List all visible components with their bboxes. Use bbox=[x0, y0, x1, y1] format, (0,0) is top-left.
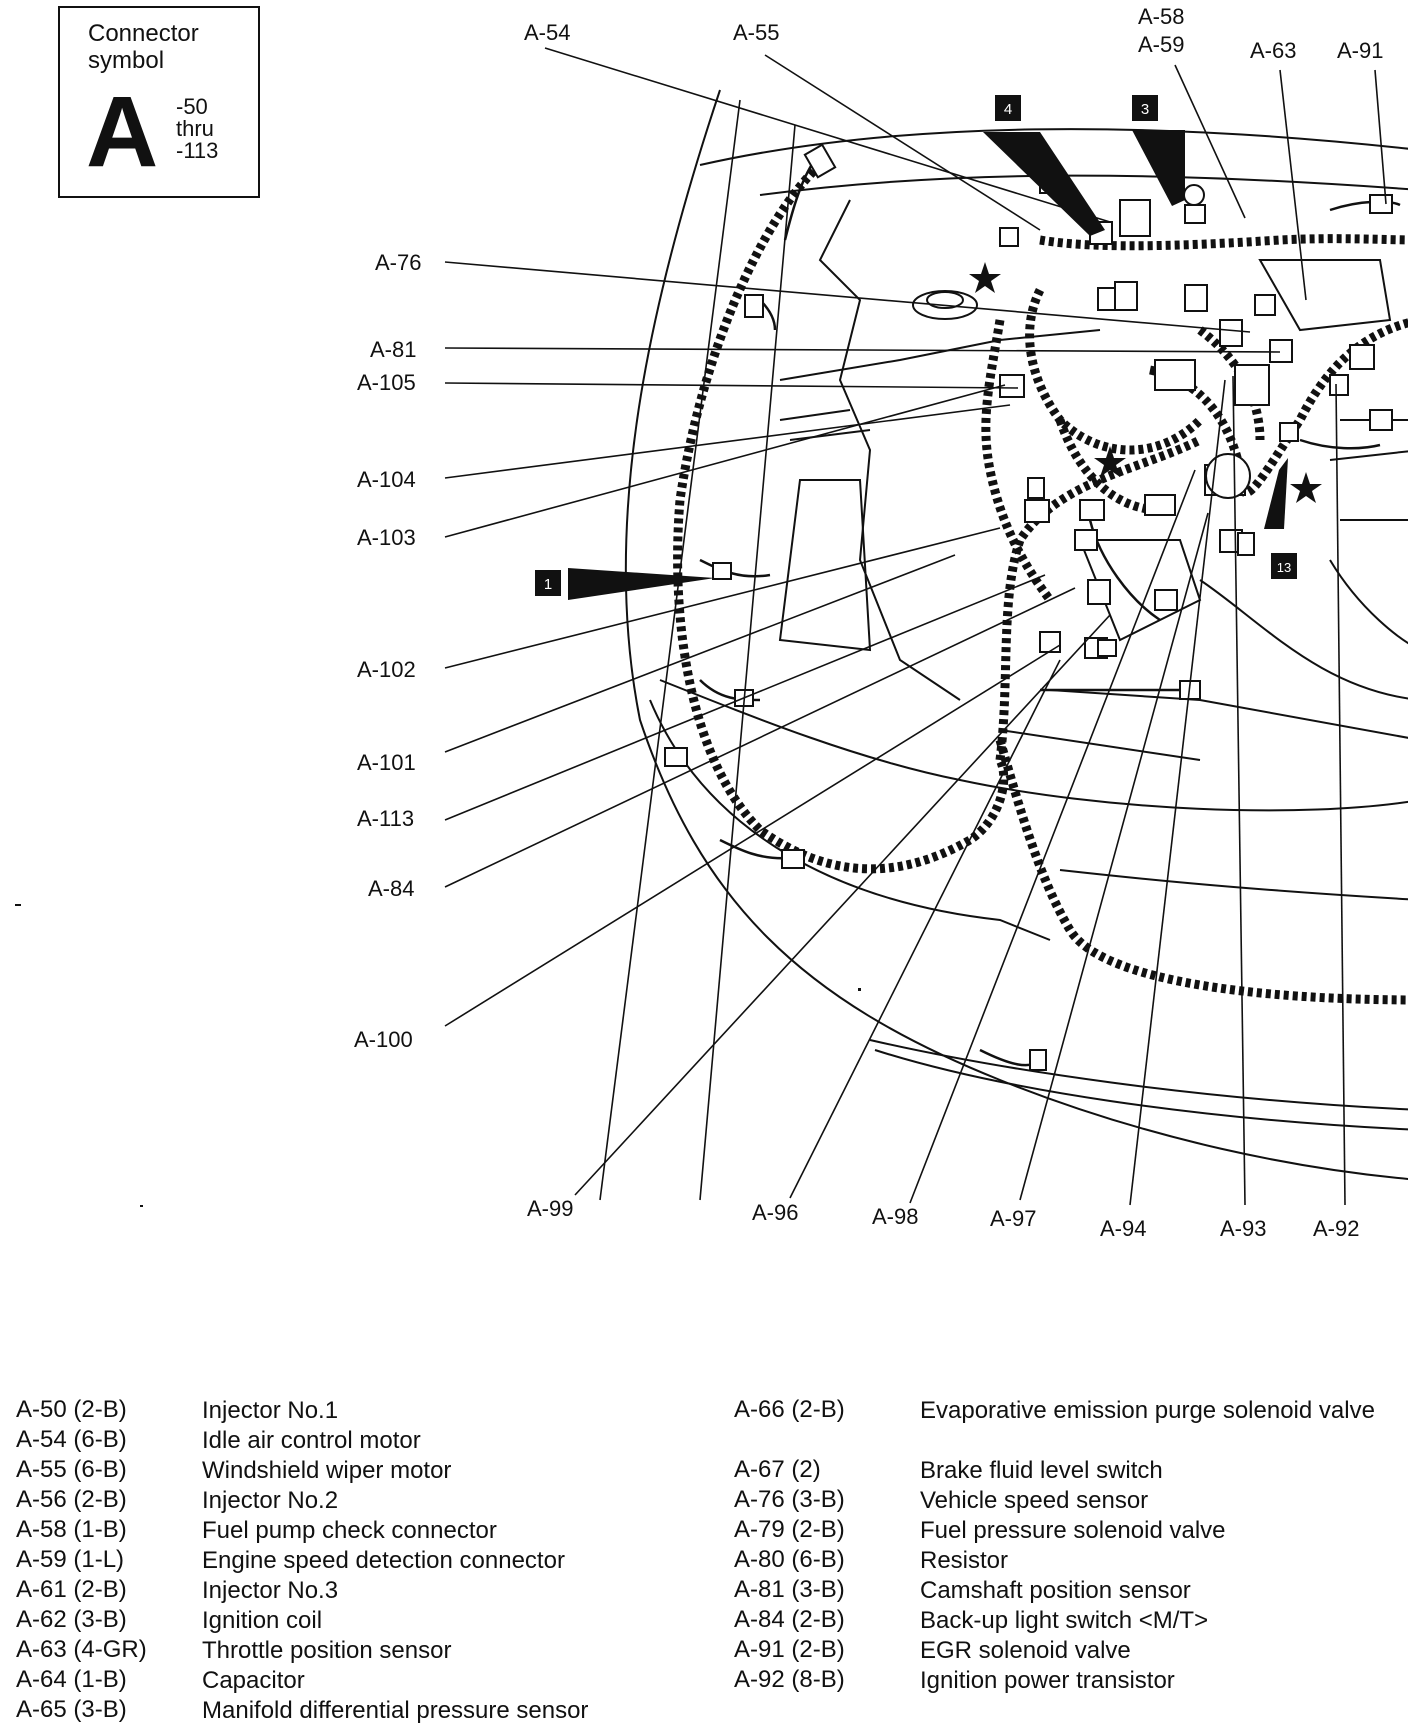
callout-a98: A-98 bbox=[872, 1204, 919, 1229]
part-code: A-63 (4-GR) bbox=[16, 1636, 147, 1663]
scan-specks bbox=[15, 904, 861, 1207]
parts-list-left bbox=[16, 1396, 656, 1726]
callout-a101: A-101 bbox=[357, 750, 416, 775]
part-description: Fuel pump check connector bbox=[202, 1517, 497, 1544]
part-code: A-92 (8-B) bbox=[734, 1666, 845, 1693]
parts-list-row bbox=[734, 1546, 1404, 1576]
part-description: Windshield wiper motor bbox=[202, 1457, 452, 1484]
callout-a102: A-102 bbox=[357, 657, 416, 682]
callout-a59: A-59 bbox=[1138, 32, 1185, 57]
part-description: Fuel pressure solenoid valve bbox=[920, 1517, 1226, 1544]
parts-list-row bbox=[16, 1486, 656, 1516]
callout-a58: A-58 bbox=[1138, 4, 1185, 29]
part-code: A-81 (3-B) bbox=[734, 1576, 845, 1603]
part-description: Engine speed detection connector bbox=[202, 1547, 565, 1574]
part-code: A-56 (2-B) bbox=[16, 1486, 127, 1513]
callout-a91: A-91 bbox=[1337, 38, 1384, 63]
callout-a63: A-63 bbox=[1250, 38, 1297, 63]
part-description: Capacitor bbox=[202, 1667, 305, 1694]
part-code: A-64 (1-B) bbox=[16, 1666, 127, 1693]
part-code: A-76 (3-B) bbox=[734, 1486, 845, 1513]
part-description: Vehicle speed sensor bbox=[920, 1487, 1149, 1514]
callout-a96: A-96 bbox=[752, 1200, 799, 1225]
legend-range-thru: thru bbox=[176, 116, 214, 141]
callout-a54: A-54 bbox=[524, 20, 571, 45]
part-code: A-79 (2-B) bbox=[734, 1516, 845, 1543]
parts-list-row bbox=[16, 1636, 656, 1666]
part-code: A-61 (2-B) bbox=[16, 1576, 127, 1603]
callout-a113: A-113 bbox=[357, 806, 415, 831]
legend-title-line1: Connector bbox=[88, 20, 199, 47]
part-code: A-84 (2-B) bbox=[734, 1606, 845, 1633]
parts-list-row bbox=[734, 1456, 1404, 1486]
part-description: Injector No.2 bbox=[202, 1487, 339, 1514]
callout-a100: A-100 bbox=[354, 1027, 413, 1052]
callout-a93: A-93 bbox=[1220, 1216, 1267, 1240]
parts-list-row bbox=[734, 1576, 1404, 1606]
parts-list-row bbox=[16, 1576, 656, 1606]
parts-list-row bbox=[734, 1486, 1404, 1516]
callout-a55: A-55 bbox=[733, 20, 780, 45]
legend-range-start: -50 bbox=[176, 94, 208, 119]
parts-list-row bbox=[734, 1396, 1404, 1456]
part-code: A-58 (1-B) bbox=[16, 1516, 127, 1543]
part-description: Evaporative emission purge solenoid valve bbox=[920, 1397, 1375, 1424]
parts-list-row bbox=[16, 1426, 656, 1456]
legend-range-end: -113 bbox=[176, 138, 219, 163]
part-code: A-50 (2-B) bbox=[16, 1396, 127, 1423]
part-description: Throttle position sensor bbox=[202, 1637, 452, 1664]
part-description: Manifold differential pressure sensor bbox=[202, 1697, 589, 1724]
part-code: A-80 (6-B) bbox=[734, 1546, 845, 1573]
marker-1-label: 1 bbox=[543, 576, 553, 593]
callout-a76: A-76 bbox=[375, 250, 422, 275]
part-description: Injector No.1 bbox=[202, 1397, 339, 1424]
callout-a81: A-81 bbox=[370, 337, 417, 362]
part-description: Brake fluid level switch bbox=[920, 1457, 1163, 1484]
part-code: A-67 (2) bbox=[734, 1456, 821, 1483]
callout-a84: A-84 bbox=[368, 876, 415, 901]
part-description: Ignition coil bbox=[202, 1607, 323, 1634]
parts-list-row bbox=[16, 1696, 656, 1726]
parts-list-row bbox=[734, 1666, 1404, 1696]
parts-list-row bbox=[16, 1666, 656, 1696]
legend-title-line2: symbol bbox=[88, 47, 165, 74]
part-description: Resistor bbox=[920, 1547, 1009, 1574]
parts-list-row bbox=[16, 1396, 656, 1426]
part-description: Ignition power transistor bbox=[920, 1667, 1175, 1694]
marker-4-label: 4 bbox=[1003, 101, 1013, 118]
parts-list-row bbox=[16, 1516, 656, 1546]
part-description: Back-up light switch <M/T> bbox=[920, 1607, 1209, 1634]
parts-list-row bbox=[734, 1606, 1404, 1636]
part-description: EGR solenoid valve bbox=[920, 1637, 1131, 1664]
part-code: A-54 (6-B) bbox=[16, 1426, 127, 1453]
callout-a105: A-105 bbox=[357, 370, 416, 395]
part-code: A-65 (3-B) bbox=[16, 1696, 127, 1723]
callout-a103: A-103 bbox=[357, 525, 416, 550]
part-code: A-55 (6-B) bbox=[16, 1456, 127, 1483]
part-description: Idle air control motor bbox=[202, 1427, 421, 1454]
parts-list-right bbox=[734, 1396, 1404, 1696]
marker-13-label: 13 bbox=[1276, 560, 1292, 575]
callout-a94: A-94 bbox=[1100, 1216, 1147, 1240]
part-code: A-66 (2-B) bbox=[734, 1396, 845, 1423]
part-description: Injector No.3 bbox=[202, 1577, 339, 1604]
vehicle-body-outline bbox=[626, 90, 1408, 1180]
part-description: Camshaft position sensor bbox=[920, 1577, 1191, 1604]
callout-a99: A-99 bbox=[527, 1196, 574, 1221]
parts-list-row bbox=[16, 1606, 656, 1636]
callout-leader-lines bbox=[445, 48, 1386, 1205]
callout-a97: A-97 bbox=[990, 1206, 1037, 1231]
parts-list-row bbox=[16, 1456, 656, 1486]
parts-list-row bbox=[734, 1636, 1404, 1666]
part-code: A-62 (3-B) bbox=[16, 1606, 127, 1633]
marker-3-label: 3 bbox=[1140, 101, 1150, 118]
part-code: A-91 (2-B) bbox=[734, 1636, 845, 1663]
callout-a104: A-104 bbox=[357, 467, 416, 492]
parts-list-row bbox=[16, 1546, 656, 1576]
legend-connector-letter: A bbox=[86, 76, 159, 188]
part-code: A-59 (1-L) bbox=[16, 1546, 125, 1573]
parts-list-row bbox=[734, 1516, 1404, 1546]
callout-a92: A-92 bbox=[1313, 1216, 1360, 1240]
